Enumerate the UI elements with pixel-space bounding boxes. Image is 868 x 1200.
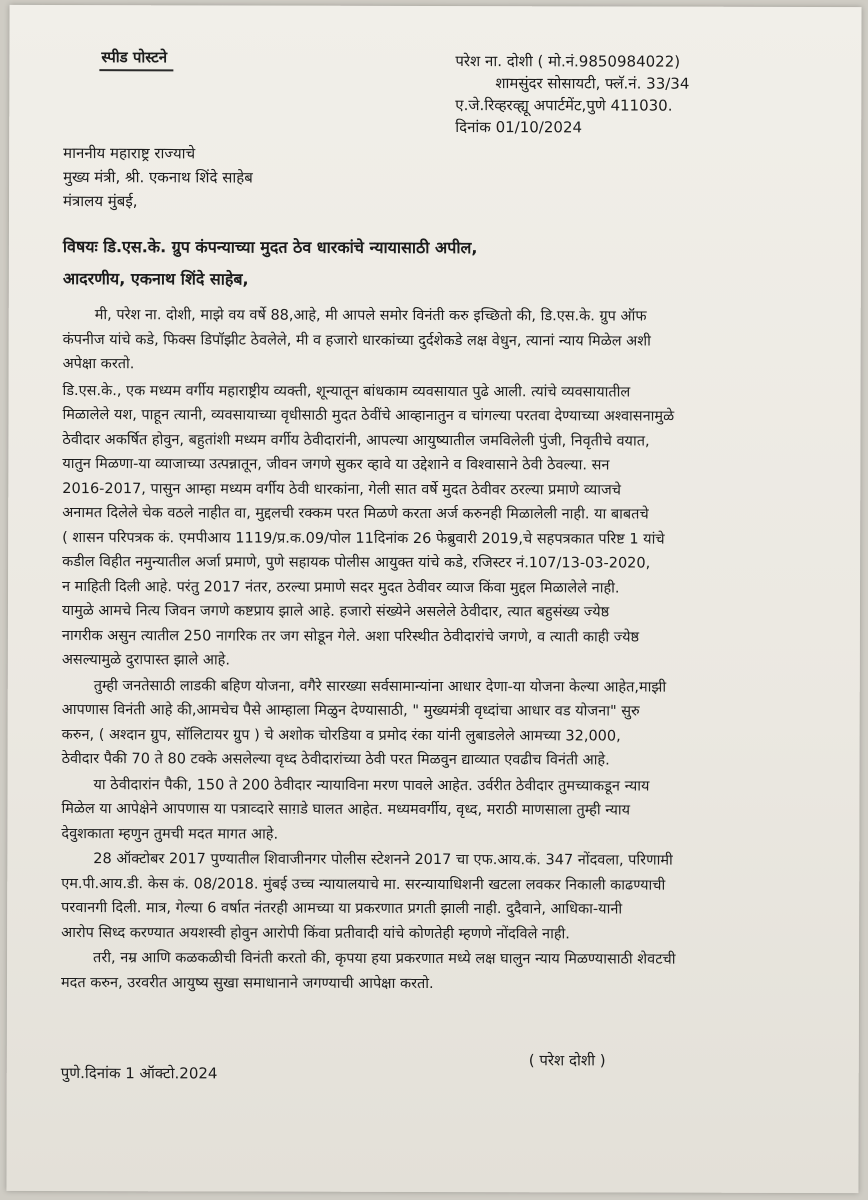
body-line: अनामत दिलेले चेक वठले नाहीत वा, मुद्दलची रक्कम परत मिळणे करता अर्ज करुनही मिळालेली नाही. या बाबतचे — [62, 505, 649, 523]
sender-line: ए.जे.रिव्हरव्ह्यू अपार्टमेंट,पुणे 411030. — [455, 96, 673, 115]
body-line: ( शासन परिपत्रक कं. एमपीआय 1119/प्र.क.09/पोल 11दिनांक 26 फेब्रुवारी 2019,चे सहपत्रकात परिष्ट 1 यांचे — [62, 529, 665, 548]
body-line: मिळालेले यश, पाहून त्यानी, व्यवसायाच्या वृधीसाठी मुदत ठेवींचे आव्हानातुन व चांगल्या परतवा देण्याच्या अश्वासनामुळे — [62, 407, 675, 425]
sender-date: दिनांक 01/10/2024 — [455, 118, 583, 137]
body-paragraph — [62, 674, 822, 774]
salutation: आदरणीय, एकनाथ शिंदे साहेब, — [62, 269, 249, 289]
body-line: तुम्ही जनतेसाठी लाडकी बहिण योजना, वगैरे सारख्या सर्वसामान्यांना आधार देणा-या योजना केल्या आहेत,माझी — [93, 677, 667, 696]
dispatch-mode: स्पीड पोस्टने — [101, 48, 168, 67]
body-line: कडील विहीत नमुन्यातील अर्जा प्रमाणे, पुणे सहायक पोलीस आयुक्त यांचे कडे, रजिस्टर नं.107/13-03-2020, — [62, 554, 651, 572]
body-line: ठेवीदार अकर्षित होवुन, बहुतांशी मध्यम वर्गीय ठेवीदारांनी, आपल्या आयुष्यातील जमविलेली पुंजी, निवृतीचे वयात, — [62, 431, 650, 450]
body-line: असल्यामुळे दुरापास्त झाले आहे. — [61, 652, 231, 669]
addressee-line: माननीय महाराष्ट्र राज्याचे — [63, 144, 196, 163]
body-line: न माहिती दिली आहे. परंतु 2017 नंतर, ठरल्या प्रमाणे सदर मुदत ठेवीवर व्याज किंवा मुद्दल मिळालेले नाही. — [62, 578, 620, 596]
sender-line: परेश ना. दोशी ( मो.नं.9850984022) — [455, 52, 681, 71]
body-line: एम.पी.आय.डी. केस कं. 08/2018. मुंबई उच्च न्यायालयाचे मा. सरन्यायाधिशनी खटला लवकर निकाली काढण्याची — [61, 875, 666, 894]
footer-place-date: पुणे.दिनांक 1 ऑक्टो.2024 — [60, 1064, 218, 1083]
body-line: मी, परेश ना. दोशी, माझे वय वर्षे 88,आहे, मी आपले समोर विनंती करु इच्छितो की, डि.एस.के. ग्रुप ऑफ — [94, 307, 647, 325]
body-line: ठेवीदार पैकी 70 ते 80 टक्के असलेल्या वृध्द ठेवीदारांच्या ठेवी परत मिळवुन द्याव्यात एवढीच विनंती आहे. — [61, 751, 610, 769]
body-line: करुन, ( अश्दान ग्रुप, सॉलिटायर ग्रुप ) चे अशोक चोरडिया व प्रमोद रंका यांनी लुबाडलेले आमच्या 32,000, — [61, 726, 621, 744]
sender-block — [455, 50, 689, 139]
signature-name: ( परेश दोशी ) — [528, 1051, 606, 1070]
body-line: यामुळे आमचे नित्य जिवन जगणे कष्टप्राय झाले आहे. हजारो संख्येने असलेले ठेवीदार, त्यात बहुसंख्य ज्येष्ठ — [61, 603, 610, 621]
body-line: 2016-2017, पासुन आम्हा मध्यम वर्गीय ठेवी धारकांना, गेली सात वर्षे मुदत ठेवीवर ठरल्या प्रमाणे व्याजचे — [62, 480, 622, 498]
sender-line: शामसुंदर सोसायटी, फ्लॅ.नं. 33/34 — [495, 74, 690, 93]
body-line: यातुन मिळणा-या व्याजाच्या उत्पन्नातून, जीवन जगणे सुकर व्हावे या उद्देशाने व विश्वासाने ठेवी ठेवल्या. सन — [62, 456, 610, 474]
body-line: 28 ऑक्टोबर 2017 पुण्यातील शिवाजीनगर पोलीस स्टेशनने 2017 चा एफ.आय.कं. 347 नोंदवला, परिणामी — [93, 851, 673, 869]
letter-sheet — [6, 5, 861, 1193]
addressee-block — [63, 141, 253, 213]
dispatch-mode-underline — [99, 69, 173, 71]
letter-body — [61, 303, 823, 998]
body-line: मिळेल या आपेक्षेने आपणास या पत्राव्दारे साग़डे घालत आहेत. मध्यमवर्गीय, वृध्द, मराठी माणसाला तुम्ही न्याय — [61, 801, 631, 819]
body-paragraph — [62, 379, 823, 675]
body-line: आरोप सिध्द करण्यात अयशस्वी होवुन आरोपी किंवा प्रतीवादी यांचे कोणतेही म्हणणे नोंदविले नाही. — [61, 924, 570, 942]
body-line: देवुशकाता म्हणुन तुमची मदत मागत आहे. — [61, 825, 279, 843]
body-paragraph — [61, 773, 821, 848]
addressee-line: मंत्रालय मुंबई, — [63, 192, 138, 211]
body-line: मदत करुन, उरवरीत आयुष्य सुखा समाधानाने जगण्याची आपेक्षा करतो. — [60, 974, 434, 992]
body-line: अपेक्षा करतो. — [62, 356, 135, 373]
addressee-line: मुख्य मंत्री, श्री. एकनाथ शिंदे साहेब — [63, 168, 253, 187]
body-line: परवानगी दिली. मात्र, गेल्या 6 वर्षात नंतरही आमच्या या प्रकरणात प्रगती झाली नाही. दुदैवाने, आधिका-यानी — [61, 900, 623, 918]
body-line: या ठेवीदारांन पैकी, 150 ते 200 ठेवीदार न्यायाविना मरण पावले आहेत. उर्वरीत ठेवीदार तुमच्याकडून न्याय — [93, 776, 650, 795]
body-paragraph — [63, 303, 823, 378]
body-line: नागरीक असुन त्यातील 250 नागरिक तर जग सोडून गेले. अशा परिस्थीत ठेवीदारांचे जगणे, व त्याती काही ज्येष्ठ — [61, 627, 640, 646]
body-line: तरी, नम्र आणि कळकळीची विनंती करतो की, कृपया हया प्रकरणात मध्ये लक्ष घालुन न्याय मिळण्यासाठी शेवटची — [93, 950, 676, 968]
body-line: आपणास विनंती आहे की,आमचेच पैसे आम्हाला मिळुन देण्यासाठी, " मुख्यमंत्री वृध्दांचा आधार वड योजना" सुरु — [61, 702, 640, 720]
subject-line: विषयः डि.एस.के. ग्रुप कंपन्याच्या मुदत ठेव धारकांचे न्यायासाठी अपील, — [62, 237, 478, 258]
body-line: कंपनीज यांचे कडे, फिक्स डिपॉझीट ठेवलेले, मी व हजारो धारकांच्या दुर्दशेकडे लक्ष वेधुन, त्यानां न्याय मिळेल अशी — [62, 331, 651, 350]
body-paragraph — [61, 946, 821, 997]
body-line: डि.एस.के., एक मध्यम वर्गीय महाराष्ट्रीय व्यक्ती, शून्यातून बांधकाम व्यवसायात पुढे आली. त्यांचे व्यवसायातील — [62, 382, 631, 401]
body-paragraph — [61, 847, 821, 947]
